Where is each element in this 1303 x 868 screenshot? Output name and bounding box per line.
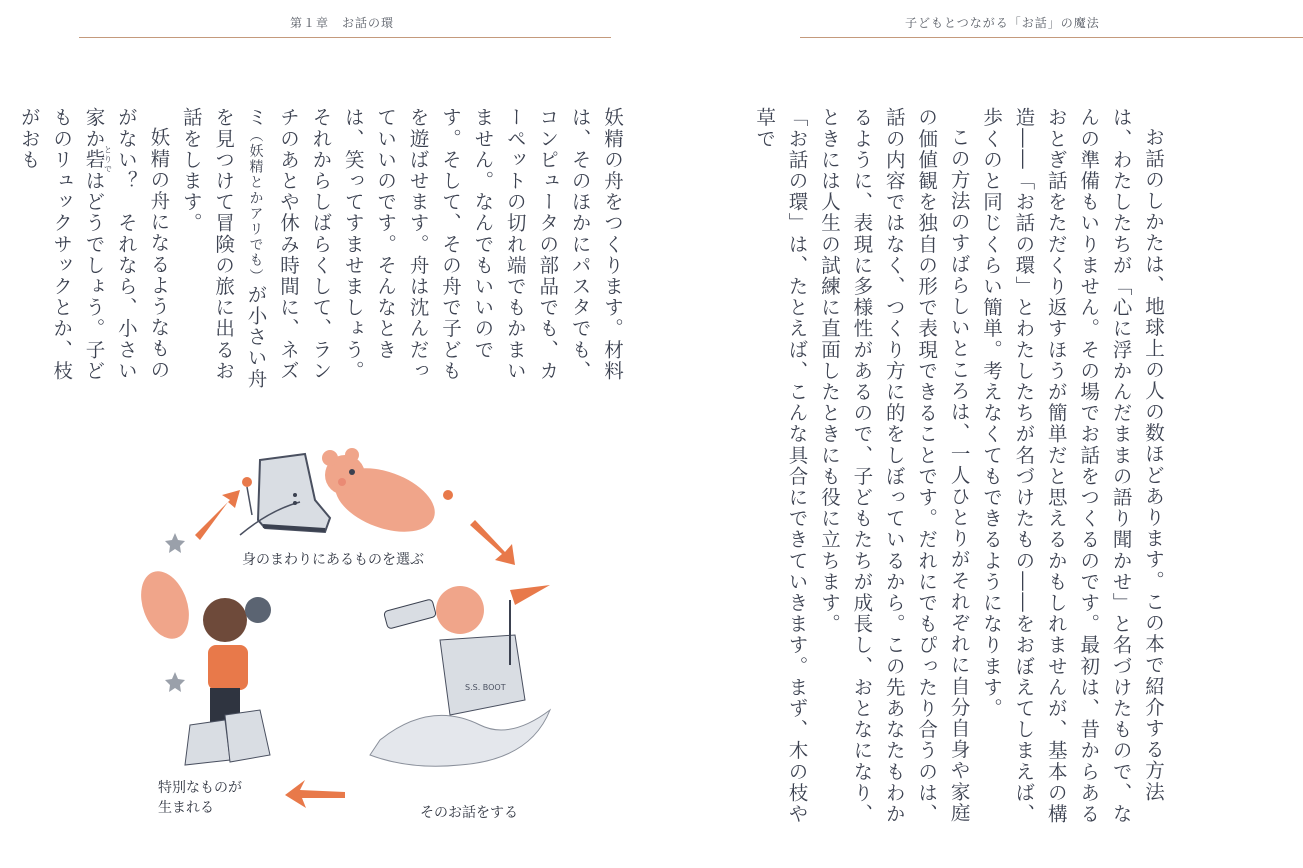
paragraph: 「お話の環」は、たとえば、こんな具合にできていきます。まず、木の枝や草で [753, 107, 809, 825]
running-head-right: 子どもとつながる「お話」の魔法 [905, 16, 1100, 30]
bear-on-boat-icon [370, 585, 550, 766]
paragraph [174, 107, 628, 397]
paragraph-text: 妖精の舟になるようなものがない？ それなら、小さい家か [82, 107, 171, 382]
body-text-left [17, 107, 628, 397]
paragraph: この方法のすばらしいところは、一人ひとりがそれぞれに自分自身や家庭の価値観を独自の形で表現できることです。だれにでもぴったり合うのは、話の内容ではなく、つくり方に的をしぼっているから。この先あなたもわかるように、表現に多様性があるので、子どもたちが成長し、おとなになり、ときには人生の試練に直面したときにも役に立ちます。 [817, 107, 971, 825]
caption-special-line2: 生まれる [158, 800, 214, 816]
paren-note: （妖精とかアリでも） [247, 128, 264, 285]
child-with-bear-icon [132, 565, 271, 765]
header-rule-left [79, 37, 611, 38]
header-rule-right [800, 37, 1303, 38]
teddy-bear-icon [322, 448, 443, 544]
svg-text:S.S. BOOT: S.S. BOOT [465, 683, 506, 692]
boot-icon [240, 454, 330, 535]
paragraph-text: はどうでしょう。子どものリュックサックとか、枝がおも [17, 107, 106, 382]
caption-special-line1: 特別なものが [158, 780, 242, 796]
left-page [0, 0, 650, 868]
paragraph [12, 107, 174, 397]
ruby-base: 砦 [82, 145, 106, 175]
paragraph-text: 妖精の舟をつくります。材料は、そのほかにパスタでも、コンピュータの部品でも、カーペットの切れ端でもかまいません。なんでもいいのです。そして、その舟で子どもを遊ばせます。舟は沈んだっていいのです。そんなときは、笑ってすませましょう。それからしばらくして、ランチのあとや休み時間に、ネズミ [244, 107, 624, 382]
story-circle-illustration [130, 440, 590, 840]
running-head-left: 第１章 お話の環 [290, 16, 395, 30]
body-text-right [639, 107, 1169, 837]
ruby-reading: とりで [103, 145, 113, 175]
right-page [650, 0, 1303, 868]
ruby-word [82, 145, 113, 175]
paragraph-text: が小さい舟を見つけて冒険の旅に出るお話をします。 [179, 107, 268, 390]
caption-tell: そのお話をする [420, 805, 518, 821]
caption-choose: 身のまわりにあるものを選ぶ [242, 552, 424, 568]
paragraph: お話のしかたは、地球上の人の数ほどあります。この本で紹介する方法は、わたしたちが「心に浮かんだままの語り聞かせ」と名づけたもので、なんの準備もいりません。その場でお話をつくるのです。最初は、昔からあるおとぎ話をただくり返すほうが簡単だと思えるかもしれませんが、基本の構造――「お話の環」とわたしたちが名づけたもの――をおぼえてしまえば、歩くのと同じくらい簡単。考えなくてもできるようになります。 [979, 107, 1165, 825]
